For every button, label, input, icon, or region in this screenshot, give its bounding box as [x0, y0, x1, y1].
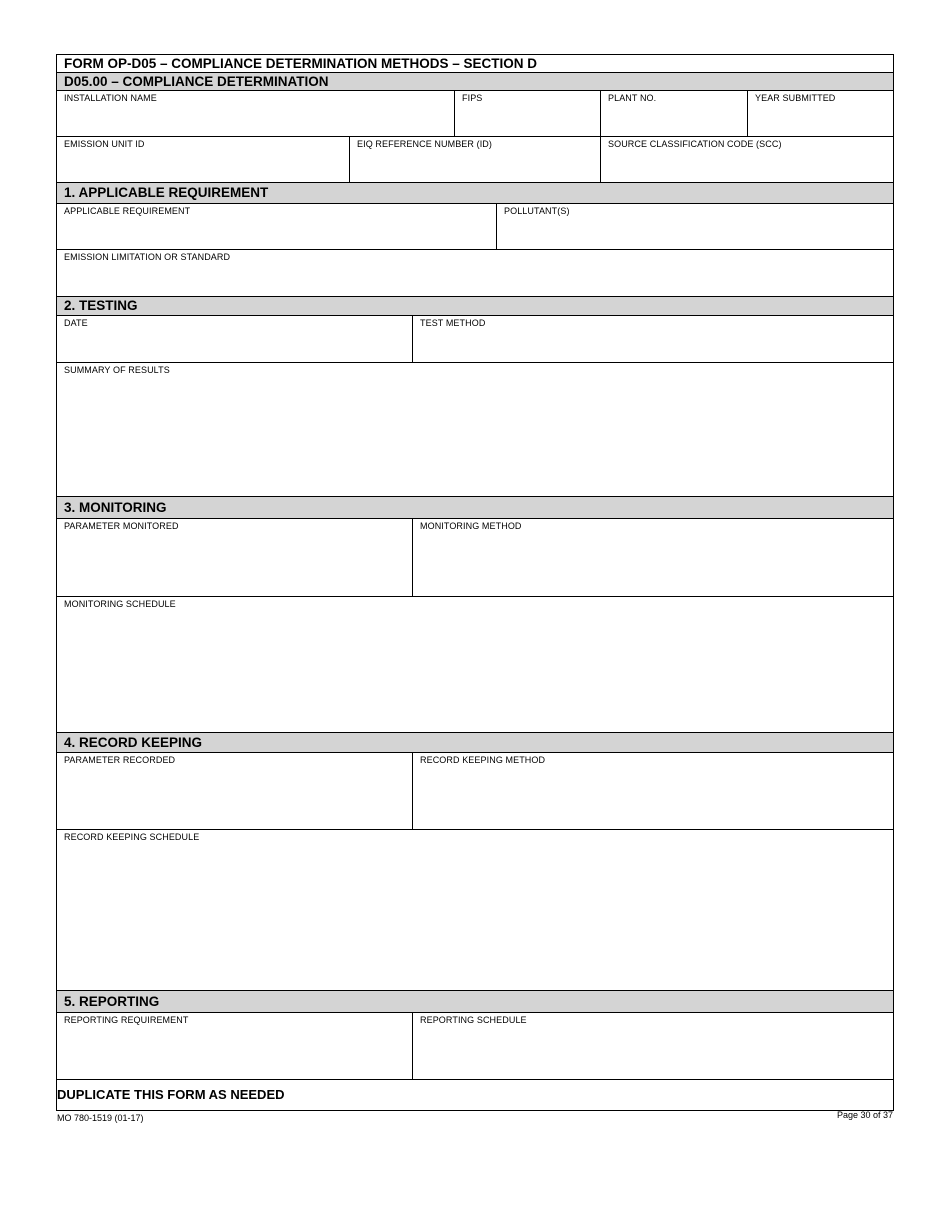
section2-row-2 [57, 363, 893, 497]
parameter-recorded-input[interactable] [61, 767, 408, 826]
section-reporting-heading: 5. REPORTING [57, 991, 893, 1013]
emission-limitation-label: EMISSION LIMITATION OR STANDARD [64, 252, 231, 262]
pollutants-input[interactable] [501, 218, 889, 246]
section4-row-2 [57, 830, 893, 991]
reporting-schedule-cell [413, 1013, 893, 1079]
date-cell [57, 316, 413, 362]
section-record-keeping-heading: 4. RECORD KEEPING [57, 733, 893, 753]
date-label: DATE [64, 318, 88, 328]
test-method-input[interactable] [417, 330, 889, 359]
eiq-reference-cell [350, 137, 601, 182]
eiq-reference-label: EIQ REFERENCE NUMBER (ID) [357, 139, 493, 149]
summary-of-results-input[interactable] [61, 377, 889, 493]
reporting-requirement-input[interactable] [61, 1027, 408, 1076]
installation-name-input[interactable] [61, 105, 450, 133]
monitoring-schedule-input[interactable] [61, 611, 889, 729]
reporting-requirement-cell [57, 1013, 413, 1079]
section2-row-1 [57, 316, 893, 363]
test-method-cell [413, 316, 893, 362]
form-subtitle: D05.00 – COMPLIANCE DETERMINATION [57, 73, 893, 91]
year-submitted-input[interactable] [752, 105, 889, 133]
parameter-recorded-label: PARAMETER RECORDED [64, 755, 176, 765]
scc-input[interactable] [605, 151, 889, 179]
record-keeping-method-input[interactable] [417, 767, 889, 826]
applicable-requirement-cell [57, 204, 497, 249]
reporting-schedule-label: REPORTING SCHEDULE [420, 1015, 527, 1025]
section-applicable-requirement-heading: 1. APPLICABLE REQUIREMENT [57, 183, 893, 204]
section4-row-1 [57, 753, 893, 830]
applicable-requirement-label: APPLICABLE REQUIREMENT [64, 206, 191, 216]
emission-limitation-cell [57, 250, 893, 296]
plant-no-label: PLANT NO. [608, 93, 657, 103]
monitoring-schedule-cell [57, 597, 893, 732]
date-input[interactable] [61, 330, 408, 359]
eiq-reference-input[interactable] [354, 151, 596, 179]
pollutants-label: POLLUTANT(S) [504, 206, 570, 216]
monitoring-method-input[interactable] [417, 533, 889, 593]
record-keeping-method-cell [413, 753, 893, 829]
record-keeping-method-label: RECORD KEEPING METHOD [420, 755, 546, 765]
pollutants-cell [497, 204, 893, 249]
installation-name-label: INSTALLATION NAME [64, 93, 157, 103]
section1-row-1 [57, 204, 893, 250]
monitoring-schedule-label: MONITORING SCHEDULE [64, 599, 176, 609]
record-keeping-schedule-cell [57, 830, 893, 990]
scc-label: SOURCE CLASSIFICATION CODE (SCC) [608, 139, 782, 149]
applicable-requirement-input[interactable] [61, 218, 492, 246]
test-method-label: TEST METHOD [420, 318, 486, 328]
section3-row-2 [57, 597, 893, 733]
plant-no-input[interactable] [605, 105, 743, 133]
installation-name-cell [57, 91, 455, 136]
emission-unit-id-label: EMISSION UNIT ID [64, 139, 145, 149]
year-submitted-cell [748, 91, 893, 136]
section1-row-2 [57, 250, 893, 297]
reporting-requirement-label: REPORTING REQUIREMENT [64, 1015, 189, 1025]
parameter-recorded-cell [57, 753, 413, 829]
plant-no-cell [601, 91, 748, 136]
scc-cell [601, 137, 893, 182]
header-row-1 [57, 91, 893, 137]
fips-cell [455, 91, 601, 136]
monitoring-method-cell [413, 519, 893, 596]
parameter-monitored-cell [57, 519, 413, 596]
monitoring-method-label: MONITORING METHOD [420, 521, 522, 531]
form-title: FORM OP-D05 – COMPLIANCE DETERMINATION METHODS – SECTION D [57, 55, 893, 73]
emission-unit-id-input[interactable] [61, 151, 345, 179]
section-monitoring-heading: 3. MONITORING [57, 497, 893, 519]
form-number: MO 780-1519 (01-17) [57, 1113, 144, 1123]
compliance-form [56, 54, 894, 1111]
record-keeping-schedule-label: RECORD KEEPING SCHEDULE [64, 832, 200, 842]
summary-of-results-cell [57, 363, 893, 496]
page-number: Page 30 of 37 [836, 1110, 893, 1120]
section5-row-1 [57, 1013, 893, 1080]
duplicate-note: DUPLICATE THIS FORM AS NEEDED [57, 1087, 285, 1102]
fips-label: FIPS [462, 93, 483, 103]
section-testing-heading: 2. TESTING [57, 297, 893, 316]
header-row-2 [57, 137, 893, 183]
emission-limitation-input[interactable] [61, 264, 889, 293]
section3-row-1 [57, 519, 893, 597]
emission-unit-id-cell [57, 137, 350, 182]
summary-of-results-label: SUMMARY OF RESULTS [64, 365, 170, 375]
fips-input[interactable] [459, 105, 596, 133]
parameter-monitored-label: PARAMETER MONITORED [64, 521, 179, 531]
year-submitted-label: YEAR SUBMITTED [755, 93, 836, 103]
record-keeping-schedule-input[interactable] [61, 844, 889, 987]
parameter-monitored-input[interactable] [61, 533, 408, 593]
reporting-schedule-input[interactable] [417, 1027, 889, 1076]
